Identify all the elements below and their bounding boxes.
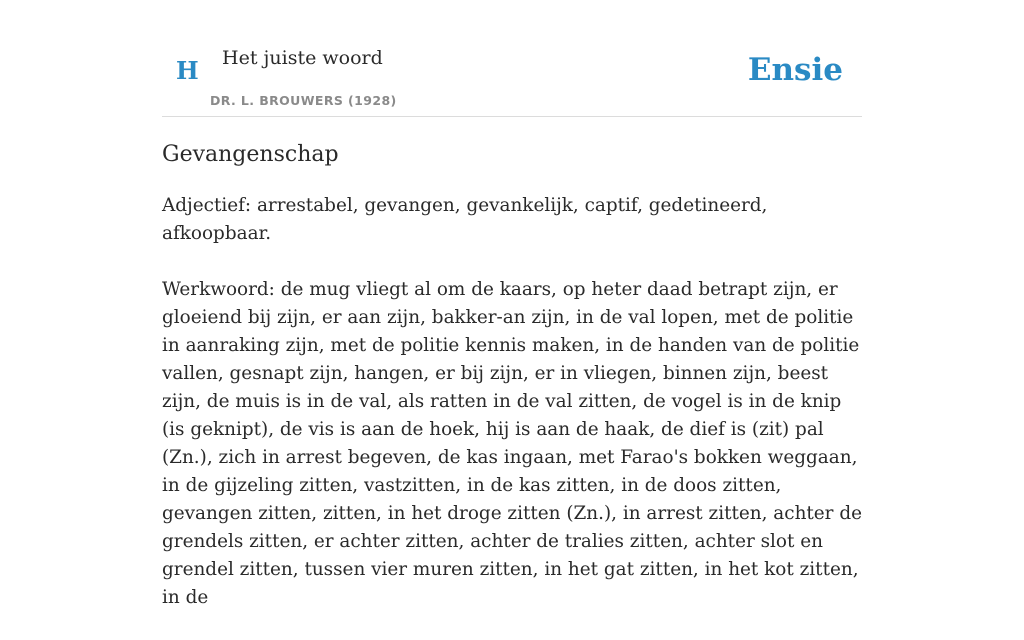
entry-paragraph-adjectief: Adjectief: arrestabel, gevangen, gevankelijk, captif, gedetineerd, afkoopbaar.: [162, 195, 768, 244]
entry-content: [162, 192, 862, 640]
entry-title: Gevangenschap: [162, 142, 339, 167]
book-title-link[interactable]: Het juiste woord: [222, 47, 383, 69]
book-header: [162, 0, 862, 117]
book-author: DR. L. BROUWERS (1928): [210, 93, 397, 108]
book-logo-icon[interactable]: H: [176, 56, 199, 85]
entry-paragraph-werkwoord: Werkwoord: de mug vliegt al om de kaars, op heter daad betrapt zijn, er gloeiend bij zijn, er aan zijn, bakker-an zijn, in de val lopen, met de politie in aanraking zijn, met de politie kennis maken, in de handen van de politie vallen, gesnapt zijn, hangen, er bij zijn, er in vliegen, binnen zijn, beest zijn, de muis is in de val, als ratten in de val zitten, de vogel is in de knip (is geknipt), de vis is aan de hoek, hij is aan de haak, de dief is (zit) pal (Zn.), zich in arrest begeven, de kas ingaan, met Farao's bokken weggaan, in de gijzeling zitten, vastzitten, in de kas zitten, in de doos zitten, gevangen zitten, zitten, in het droge zitten (Zn.), in arrest zitten, achter de grendels zitten, er achter zitten, achter de tralies zitten, achter slot en grendel zitten, tussen vier muren zitten, in het gat zitten, in het kot zitten, in de: [162, 279, 862, 608]
ensie-logo[interactable]: Ensie: [747, 52, 843, 88]
